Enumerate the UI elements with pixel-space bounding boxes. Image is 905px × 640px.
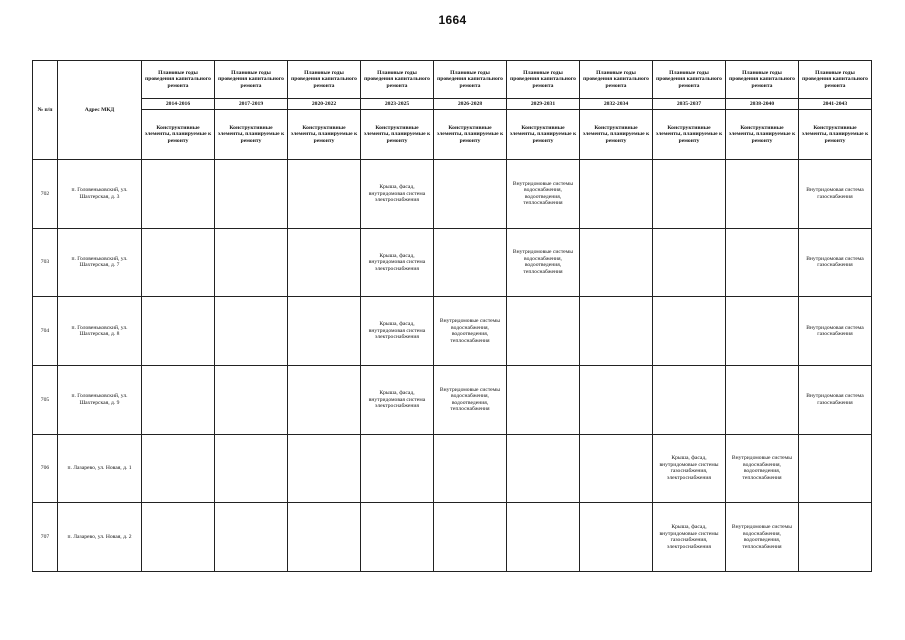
planned-years-header: Плановые годы проведения капитального ремонта [434, 61, 507, 99]
repair-elements-cell: Внутридомовые системы водоснабжения, водоотведения, теплоснабжения [434, 365, 507, 434]
repair-elements-cell: Крыша, фасад, внутридомовая система электроснабжения [361, 228, 434, 297]
row-address: п. Головеньковский, ул. Шахтерская, д. 9 [58, 365, 142, 434]
planned-years-header: Плановые годы проведения капитального ремонта [799, 61, 872, 99]
repair-elements-cell [215, 160, 288, 229]
repair-elements-cell [288, 297, 361, 366]
period-header: 2023-2025 [361, 99, 434, 110]
header-row-elements [33, 110, 872, 160]
period-header: 2020-2022 [288, 99, 361, 110]
row-number: 705 [33, 365, 58, 434]
repair-elements-cell [142, 365, 215, 434]
period-header: 2026-2028 [434, 99, 507, 110]
elements-header: Конструктивные элементы, планируемые к ремонту [507, 110, 580, 160]
repair-elements-cell [653, 297, 726, 366]
table-row [33, 160, 872, 229]
repair-elements-cell [142, 434, 215, 503]
row-address: п. Головеньковский, ул. Шахтерская, д. 3 [58, 160, 142, 229]
repair-elements-cell [142, 297, 215, 366]
row-number: 704 [33, 297, 58, 366]
repair-elements-cell [142, 160, 215, 229]
period-header: 2038-2040 [726, 99, 799, 110]
column-header-number: № п/п [33, 61, 58, 160]
row-address: п. Лазарево, ул. Новая, д. 1 [58, 434, 142, 503]
repair-elements-cell [507, 297, 580, 366]
row-address: п. Головеньковский, ул. Шахтерская, д. 8 [58, 297, 142, 366]
repair-elements-cell [653, 228, 726, 297]
repair-elements-cell [434, 228, 507, 297]
repair-elements-cell: Внутридомовые системы водоснабжения, водоотведения, теплоснабжения [434, 297, 507, 366]
period-header: 2017-2019 [215, 99, 288, 110]
repair-elements-cell [799, 503, 872, 572]
row-number: 706 [33, 434, 58, 503]
page-number: 1664 [438, 13, 467, 27]
repair-elements-cell: Внутридомовые системы водоснабжения, водоотведения, теплоснабжения [726, 434, 799, 503]
table-row [33, 434, 872, 503]
repair-elements-cell: Крыша, фасад, внутридомовые системы газоснабжения, электроснабжения [653, 503, 726, 572]
table-row [33, 228, 872, 297]
row-address: п. Головеньковский, ул. Шахтерская, д. 7 [58, 228, 142, 297]
period-header: 2032-2034 [580, 99, 653, 110]
repair-elements-cell [361, 434, 434, 503]
repair-elements-cell [434, 503, 507, 572]
planned-years-header: Плановые годы проведения капитального ремонта [215, 61, 288, 99]
planned-years-header: Плановые годы проведения капитального ремонта [726, 61, 799, 99]
header-row-planned [33, 61, 872, 99]
repair-elements-cell [215, 434, 288, 503]
repair-elements-cell [799, 434, 872, 503]
repair-elements-cell [507, 365, 580, 434]
repair-elements-cell: Внутридомовая система газоснабжения [799, 228, 872, 297]
repair-elements-cell: Внутридомовая система газоснабжения [799, 160, 872, 229]
planned-years-header: Плановые годы проведения капитального ремонта [288, 61, 361, 99]
column-header-address: Адрес МКД [58, 61, 142, 160]
repair-elements-cell [142, 503, 215, 572]
period-header: 2041-2043 [799, 99, 872, 110]
repair-elements-cell [580, 434, 653, 503]
table-row [33, 503, 872, 572]
planned-years-header: Плановые годы проведения капитального ремонта [580, 61, 653, 99]
elements-header: Конструктивные элементы, планируемые к ремонту [142, 110, 215, 160]
elements-header: Конструктивные элементы, планируемые к ремонту [215, 110, 288, 160]
repair-elements-cell [580, 365, 653, 434]
elements-header: Конструктивные элементы, планируемые к ремонту [361, 110, 434, 160]
elements-header: Конструктивные элементы, планируемые к ремонту [799, 110, 872, 160]
repair-elements-cell: Внутридомовая система газоснабжения [799, 297, 872, 366]
repair-elements-cell [726, 297, 799, 366]
repair-elements-cell: Крыша, фасад, внутридомовая система электроснабжения [361, 297, 434, 366]
repair-elements-cell [580, 160, 653, 229]
repair-elements-cell [361, 503, 434, 572]
table-row [33, 297, 872, 366]
repair-elements-cell [142, 228, 215, 297]
repair-elements-cell [215, 503, 288, 572]
repair-elements-cell: Внутридомовые системы водоснабжения, водоотведения, теплоснабжения [726, 503, 799, 572]
repair-elements-cell [215, 228, 288, 297]
repair-elements-cell [434, 160, 507, 229]
repair-elements-cell [507, 503, 580, 572]
period-header: 2029-2031 [507, 99, 580, 110]
repair-elements-cell [580, 228, 653, 297]
repair-elements-cell [288, 503, 361, 572]
planned-years-header: Плановые годы проведения капитального ремонта [142, 61, 215, 99]
repair-elements-cell [580, 503, 653, 572]
capital-repair-table [32, 60, 872, 572]
period-header: 2014-2016 [142, 99, 215, 110]
period-header: 2035-2037 [653, 99, 726, 110]
repair-elements-cell [215, 297, 288, 366]
row-number: 702 [33, 160, 58, 229]
repair-elements-cell [288, 365, 361, 434]
repair-elements-cell: Крыша, фасад, внутридомовая система электроснабжения [361, 365, 434, 434]
repair-elements-cell [288, 160, 361, 229]
repair-elements-cell [726, 160, 799, 229]
elements-header: Конструктивные элементы, планируемые к ремонту [653, 110, 726, 160]
repair-elements-cell [288, 434, 361, 503]
elements-header: Конструктивные элементы, планируемые к ремонту [434, 110, 507, 160]
planned-years-header: Плановые годы проведения капитального ремонта [653, 61, 726, 99]
repair-elements-cell [215, 365, 288, 434]
elements-header: Конструктивные элементы, планируемые к ремонту [580, 110, 653, 160]
repair-elements-cell [580, 297, 653, 366]
planned-years-header: Плановые годы проведения капитального ремонта [361, 61, 434, 99]
repair-elements-cell [434, 434, 507, 503]
row-number: 707 [33, 503, 58, 572]
table-row [33, 365, 872, 434]
planned-years-header: Плановые годы проведения капитального ремонта [507, 61, 580, 99]
repair-elements-cell [507, 434, 580, 503]
repair-elements-cell: Крыша, фасад, внутридомовые системы газоснабжения, электроснабжения [653, 434, 726, 503]
repair-elements-cell [653, 160, 726, 229]
repair-elements-cell [726, 228, 799, 297]
repair-elements-cell: Внутридомовые системы водоснабжения, водоотведения, теплоснабжения [507, 160, 580, 229]
repair-elements-cell [288, 228, 361, 297]
elements-header: Конструктивные элементы, планируемые к ремонту [726, 110, 799, 160]
row-address: п. Лазарево, ул. Новая, д. 2 [58, 503, 142, 572]
repair-elements-cell [653, 365, 726, 434]
repair-elements-cell: Внутридомовые системы водоснабжения, водоотведения, теплоснабжения [507, 228, 580, 297]
repair-elements-cell: Внутридомовая система газоснабжения [799, 365, 872, 434]
repair-elements-cell [726, 365, 799, 434]
row-number: 703 [33, 228, 58, 297]
header-row-periods [33, 99, 872, 110]
elements-header: Конструктивные элементы, планируемые к ремонту [288, 110, 361, 160]
repair-elements-cell: Крыша, фасад, внутридомовая система электроснабжения [361, 160, 434, 229]
